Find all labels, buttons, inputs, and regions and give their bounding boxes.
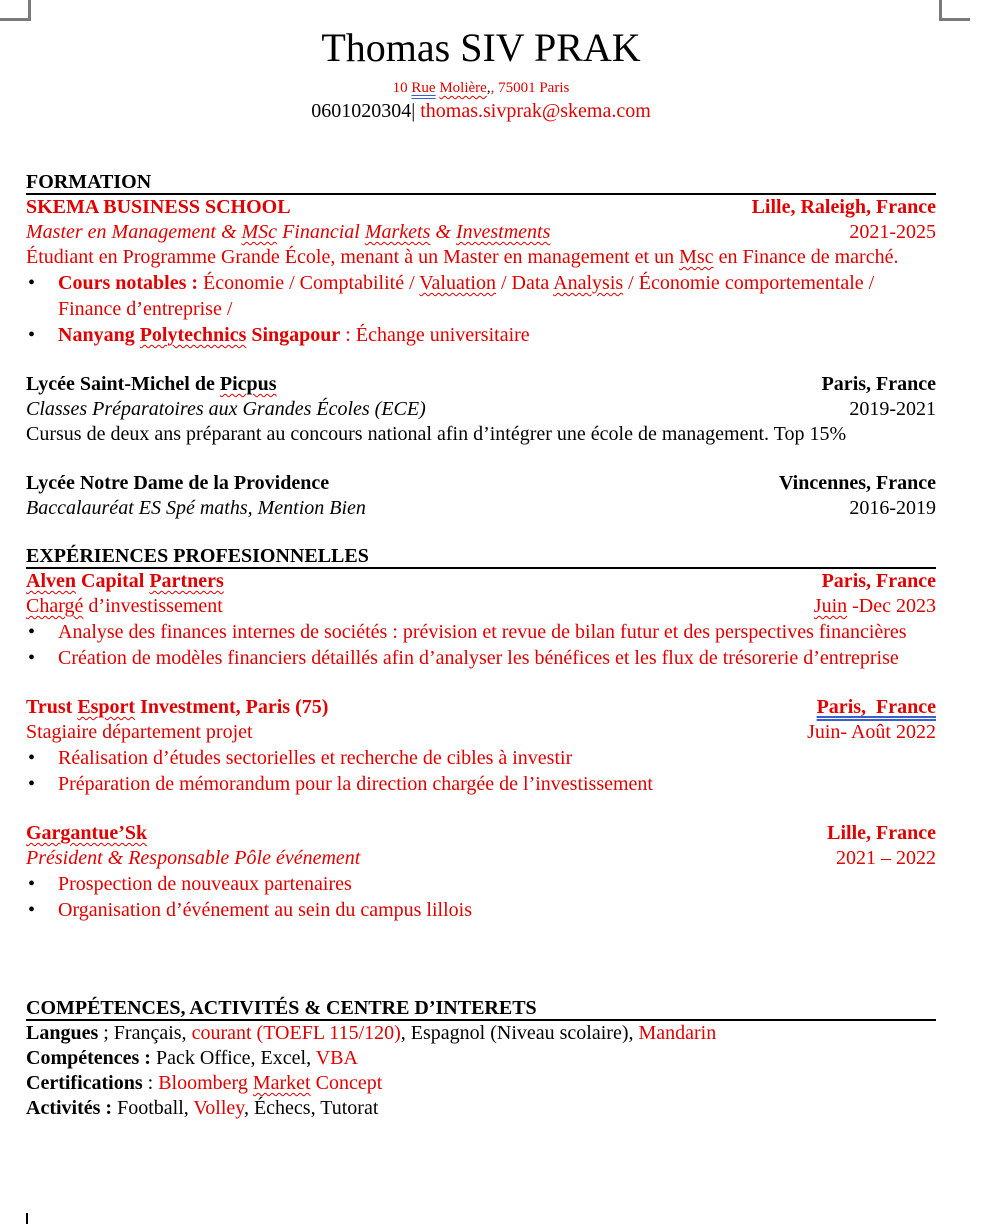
lycee2-degree: Baccalauréat ES Spé maths, Mention Bien	[26, 497, 366, 519]
lycee2-school: Lycée Notre Dame de la Providence	[26, 472, 330, 494]
resume-page	[26, 24, 936, 1121]
list-item: • Nanyang Polytechnics Singapour : Échange universitaire	[26, 322, 936, 348]
alven-company: Alven Capital Partners	[26, 570, 224, 592]
lycee2-header-row	[26, 471, 936, 496]
skills-competences: Compétences : Pack Office, Excel, VBA	[26, 1047, 358, 1069]
gargantue-role-row	[26, 846, 936, 871]
list-item: • Organisation d’événement au sein du campus lillois	[26, 897, 936, 923]
address-city: , 75001 Paris	[490, 80, 570, 96]
skills-activities: Activités : Football, Volley, Échecs, Tutorat	[26, 1097, 379, 1119]
trust-company: Trust Esport Investment, Paris (75)	[26, 696, 329, 718]
alven-header-row	[26, 569, 936, 594]
lycee2-degree-row	[26, 496, 936, 521]
gargantue-bullets	[26, 871, 936, 923]
list-item: • Préparation de mémorandum pour la direction chargée de l’investissement	[26, 771, 936, 797]
page-corner-top-left	[0, 0, 31, 21]
alven-location: Paris, France	[821, 570, 936, 592]
section-title-skills: COMPÉTENCES, ACTIVITÉS & CENTRE D’INTERETS	[26, 997, 936, 1021]
trust-dates: Juin- Août 2022	[807, 721, 936, 743]
education-skema	[26, 195, 936, 348]
trust-role: Stagiaire département projet	[26, 721, 253, 743]
list-item: • Création de modèles financiers détaillés afin d’analyser les bénéfices et les flux de trésorerie d’entreprise	[26, 645, 936, 671]
list-item: • Réalisation d’études sectorielles et recherche de cibles à investir	[26, 745, 936, 771]
gargantue-company: Gargantue’Sk	[26, 822, 148, 844]
list-item: • Analyse des finances internes de sociétés : prévision et revue de bilan futur et des perspectives financières	[26, 619, 936, 645]
address-street: Molière	[439, 80, 487, 96]
text-cursor	[26, 1213, 28, 1224]
alven-role-row	[26, 594, 936, 619]
trust-location: Paris, France	[816, 696, 936, 718]
address-rue: Rue	[411, 80, 436, 96]
contact-line	[26, 98, 936, 124]
list-item: • Prospection de nouveaux partenaires	[26, 871, 936, 897]
skills-languages: Langues ; Français, courant (TOEFL 115/120), Espagnol (Niveau scolaire), Mandarin	[26, 1022, 717, 1044]
experience-alven	[26, 569, 936, 671]
lycee1-degree: Classes Préparatoires aux Grandes Écoles (ECE)	[26, 398, 426, 420]
lycee2-location: Vincennes, France	[778, 472, 936, 494]
lycee1-location: Paris, France	[821, 373, 936, 395]
gargantue-dates: 2021 – 2022	[836, 847, 936, 869]
skema-header-row	[26, 195, 936, 220]
address-number: 10	[392, 80, 412, 96]
lycee1-description: Cursus de deux ans préparant au concours national afin d’intégrer une école de management. Top 15%	[26, 423, 847, 445]
section-title-experience: EXPÉRIENCES PROFESIONNELLES	[26, 545, 936, 569]
gargantue-role: Président & Responsable Pôle événement	[26, 847, 361, 869]
alven-role: Chargé d’investissement	[26, 595, 223, 617]
section-title-formation: FORMATION	[26, 171, 936, 195]
trust-role-row	[26, 720, 936, 745]
page-corner-top-right	[939, 0, 970, 21]
skema-bullets	[26, 270, 936, 348]
gargantue-header-row	[26, 821, 936, 846]
skema-degree-row	[26, 220, 936, 245]
lycee1-degree-row	[26, 397, 936, 422]
skema-location: Lille, Raleigh, France	[751, 196, 936, 218]
education-lycee-notre-dame	[26, 471, 936, 521]
trust-header-row	[26, 695, 936, 720]
lycee2-dates: 2016-2019	[849, 497, 936, 519]
education-lycee-saint-michel	[26, 372, 936, 447]
candidate-name: Thomas SIV PRAK	[321, 25, 641, 70]
skills-section	[26, 1021, 936, 1121]
skema-description: Étudiant en Programme Grande École, menant à un Master en management et un Msc en Finance de marché.	[26, 246, 899, 268]
alven-bullets	[26, 619, 936, 671]
alven-dates: Juin -Dec 2023	[813, 595, 936, 617]
trust-bullets	[26, 745, 936, 797]
phone-number: 0601020304|	[311, 100, 416, 122]
skills-certifications: Certifications : Bloomberg Market Concept	[26, 1072, 383, 1094]
email-address: thomas.sivprak@skema.com	[420, 100, 651, 122]
gargantue-location: Lille, France	[827, 822, 936, 844]
experience-trust-esport	[26, 695, 936, 797]
skema-degree: Master en Management & MSc Financial Markets & Investments	[26, 221, 551, 243]
resume-header	[26, 24, 936, 124]
skema-dates: 2021-2025	[849, 221, 936, 243]
list-item: • Cours notables : Économie / Comptabilité / Valuation / Data Analysis / Économie comportementale / Finance d’entreprise /	[26, 270, 936, 322]
lycee1-school: Lycée Saint-Michel de Picpus	[26, 373, 277, 395]
address: 10 Rue Molière,, 75001 Paris	[392, 80, 570, 96]
skema-school: SKEMA BUSINESS SCHOOL	[26, 196, 291, 218]
experience-gargantue	[26, 821, 936, 923]
lycee1-header-row	[26, 372, 936, 397]
lycee1-dates: 2019-2021	[849, 398, 936, 420]
